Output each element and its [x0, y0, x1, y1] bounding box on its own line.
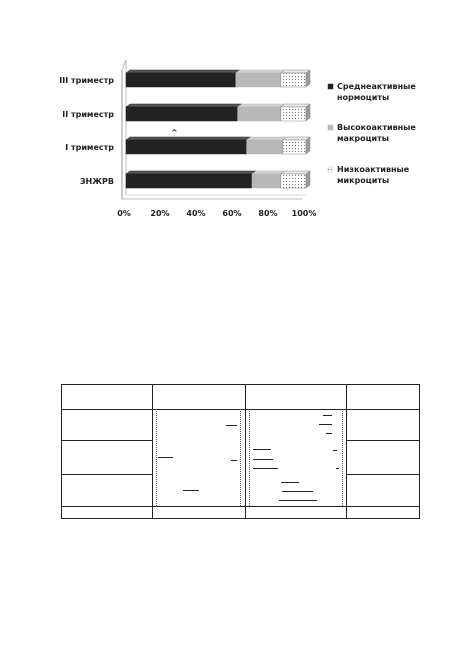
table-mark: [183, 490, 199, 491]
annotation-caret: ^: [171, 128, 178, 137]
bar-top-face: [283, 137, 310, 140]
table-mark: [253, 468, 278, 469]
table-mark: [226, 425, 237, 426]
bar-top-face: [126, 137, 251, 140]
table-grid-line: [346, 440, 420, 441]
bar-top-face: [126, 70, 240, 73]
bar-side-face: [306, 171, 310, 188]
bar-segment: [238, 107, 281, 121]
table-grid-line: [245, 384, 246, 519]
legend-swatch: [328, 125, 333, 130]
legend-label: нормоциты: [337, 93, 390, 102]
table-grid-line: [61, 506, 420, 507]
legend-label: Низкоактивные: [337, 165, 410, 174]
chart-bars: [126, 70, 310, 188]
bar-segment: [126, 73, 236, 87]
data-table: [61, 384, 420, 519]
table-mark: [158, 457, 173, 458]
legend-label: Среднеактивные: [337, 82, 416, 91]
table-grid-line: [419, 384, 420, 519]
table-mark: [231, 460, 237, 461]
bar-side-face: [306, 70, 310, 87]
table-mark: [333, 450, 337, 451]
table-dotted-separator: [240, 409, 241, 506]
category-label: II триместр: [62, 110, 114, 119]
bar-segment: [126, 174, 252, 188]
x-tick-label: 60%: [222, 209, 242, 218]
bar-top-face: [247, 137, 287, 140]
bar-segment: [252, 174, 281, 188]
y-axis-top: [122, 60, 126, 70]
table-grid-line: [346, 474, 420, 475]
x-tick-label: 100%: [291, 209, 317, 218]
legend-swatch: [328, 167, 333, 172]
bar-side-face: [306, 137, 310, 154]
table-dotted-separator: [156, 409, 157, 506]
bar-top-face: [126, 171, 256, 174]
table-mark: [253, 449, 271, 450]
table-mark: [319, 424, 332, 425]
bar-segment: [126, 107, 238, 121]
category-labels: [59, 76, 114, 186]
x-tick-label: 20%: [150, 209, 170, 218]
legend-label: микроциты: [337, 176, 390, 185]
table-grid-line: [61, 474, 152, 475]
bar-segment: [281, 107, 306, 121]
table-mark: [336, 468, 339, 469]
bar-top-face: [126, 104, 242, 107]
stacked-bar-chart: [0, 0, 459, 240]
table-grid-line: [61, 384, 62, 519]
table-mark: [253, 459, 273, 460]
table-mark: [326, 433, 332, 434]
bar-top-face: [281, 171, 310, 174]
bar-segment: [281, 73, 306, 87]
legend-swatch: [328, 84, 333, 89]
bar-side-face: [306, 104, 310, 121]
table-grid-line: [61, 384, 420, 385]
category-label: III триместр: [59, 76, 114, 85]
bar-segment: [281, 174, 306, 188]
x-tick-label: 40%: [186, 209, 206, 218]
bar-top-face: [281, 70, 310, 73]
bar-top-face: [238, 104, 285, 107]
x-tick-labels: [117, 209, 316, 218]
table-grid-line: [152, 384, 153, 519]
bar-segment: [236, 73, 281, 87]
legend: [328, 82, 416, 185]
legend-label: макроциты: [337, 134, 389, 143]
bar-top-face: [281, 104, 310, 107]
table-grid-line: [61, 440, 152, 441]
bar-top-face: [252, 171, 285, 174]
table-mark: [282, 491, 313, 492]
legend-label: Высокоактивные: [337, 123, 416, 132]
bar-top-face: [236, 70, 285, 73]
table-mark: [281, 482, 299, 483]
table-grid-line: [61, 518, 420, 519]
bar-segment: [247, 140, 283, 154]
bar-segment: [283, 140, 306, 154]
table-grid-line: [346, 384, 347, 519]
table-mark: [323, 415, 332, 416]
x-tick-label: 0%: [117, 209, 131, 218]
table-mark: [279, 500, 317, 501]
table-dotted-separator: [342, 409, 343, 506]
category-label: ЗНЖРВ: [79, 177, 114, 186]
table-dotted-separator: [249, 409, 250, 506]
category-label: I триместр: [65, 143, 114, 152]
bar-segment: [126, 140, 247, 154]
x-tick-label: 80%: [258, 209, 278, 218]
